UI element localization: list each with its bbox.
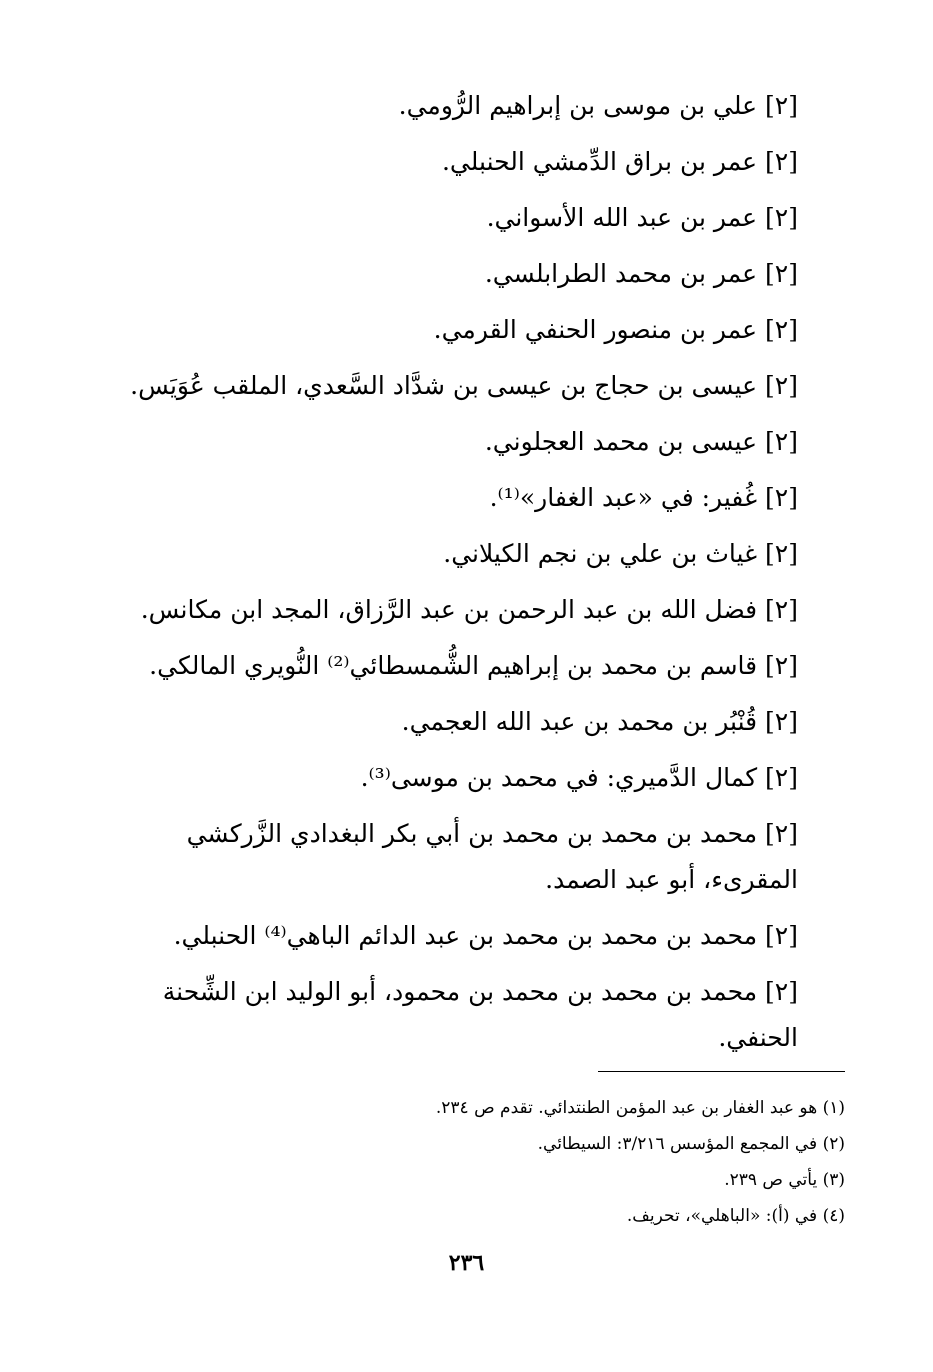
page-number: ٢٣٦: [448, 1250, 485, 1276]
footnote: (١) هو عبد الغفار بن عبد المؤمن الطنتدائي. تقدم ص ٢٣٤.: [435, 1098, 845, 1118]
entry: [٢] عمر بن براق الدِّمشي الحنبلي.: [441, 147, 798, 176]
entry: [٢] غُفير: في «عبد الغفار»⁽¹⁾.: [489, 483, 798, 512]
entry: [٢] محمد بن محمد بن محمد بن أبي بكر البغدادي الزَّركشي المقرىء، أبو عبد الصمد.: [186, 819, 798, 894]
entry: [٢] فضل الله بن عبد الرحمن بن عبد الرَّزاق، المجد ابن مكانس.: [140, 595, 798, 624]
entry: [٢] عمر بن منصور الحنفي القرمي.: [433, 315, 798, 344]
entry: [٢] غياث بن علي بن نجم الكيلاني.: [443, 539, 798, 568]
entry: [٢] علي بن موسى بن إبراهيم الرُّومي.: [398, 91, 798, 120]
entry: [٢] كمال الدَّميري: في محمد بن موسى⁽³⁾.: [360, 763, 798, 792]
footnote: (٤) في (أ): «الباهلي»، تحريف.: [626, 1206, 845, 1226]
entry: [٢] عيسى بن حجاج بن عيسى بن شدَّاد السَّعدي، الملقب عُوَيَس.: [130, 371, 798, 400]
entry: [٢] عمر بن محمد الطرابلسي.: [484, 259, 798, 288]
footnotes: [120, 1090, 845, 1234]
entry: [٢] عيسى بن محمد العجلوني.: [484, 427, 798, 456]
footnote-separator: [598, 1071, 845, 1072]
entry: [٢] قُنْبُر بن محمد بن عبد الله العجمي.: [401, 707, 798, 736]
footnote: (٣) يأتي ص ٢٣٩.: [724, 1170, 845, 1190]
entry: [٢] محمد بن محمد بن محمد بن عبد الدائم الباهي⁽⁴⁾ الحنبلي.: [173, 921, 798, 950]
footnote: (٢) في المجمع المؤسس ٣/٢١٦: السيطائي.: [537, 1134, 845, 1154]
entry-list: [88, 78, 845, 1066]
entry: [٢] عمر بن عبد الله الأسواني.: [486, 203, 798, 232]
entry: [٢] قاسم بن محمد بن إبراهيم الشُّمسطائي⁽²⁾ النُّويري المالكي.: [149, 651, 798, 680]
entry: [٢] محمد بن محمد بن محمد بن محمود، أبو الوليد ابن الشِّحنة الحنفي.: [162, 977, 798, 1052]
